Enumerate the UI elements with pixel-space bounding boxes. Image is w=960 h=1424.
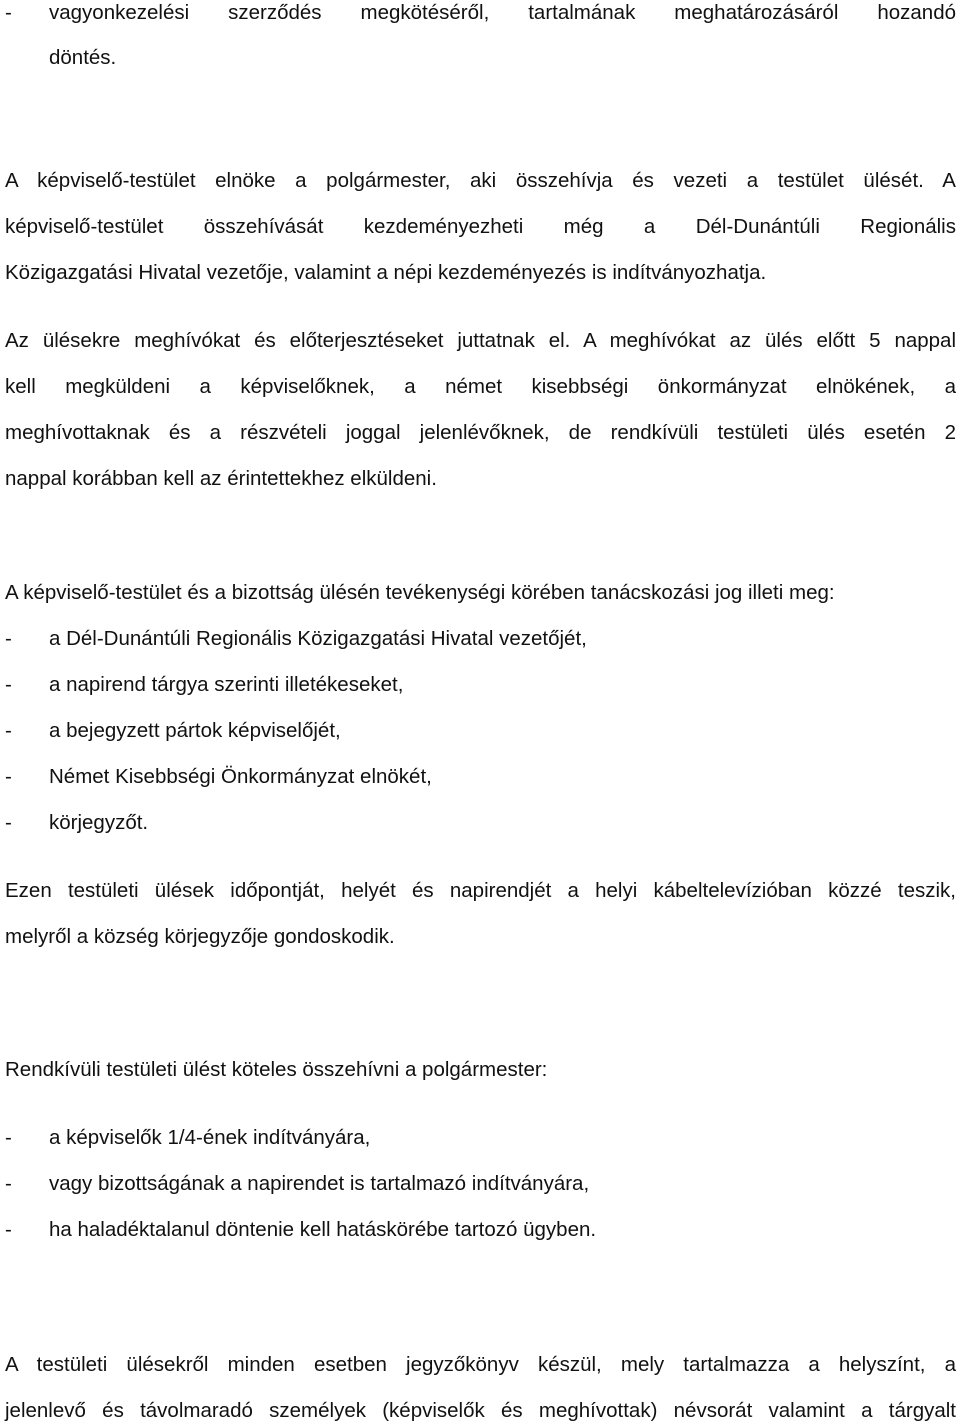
paragraph-line: jelenlevő és távolmaradó személyek (képviselők és meghívottak) névsorát valamint a tárgyalt — [5, 1399, 956, 1422]
paragraph-line: melyről a község körjegyzője gondoskodik. — [5, 925, 395, 948]
bullet-dash: - — [5, 1126, 12, 1149]
list-item-text: döntés. — [49, 46, 117, 69]
bullet-dash: - — [5, 1172, 12, 1195]
paragraph-line: Közigazgatási Hivatal vezetője, valamint a népi kezdeményezés is indítványozhatja. — [5, 261, 767, 284]
list-item-text: a képviselők 1/4-ének indítványára, — [49, 1126, 371, 1149]
list-item-text: ha haladéktalanul döntenie kell hatáskörébe tartozó ügyben. — [49, 1218, 597, 1241]
paragraph-line: nappal korábban kell az érintettekhez elküldeni. — [5, 467, 437, 490]
paragraph-line: Az ülésekre meghívókat és előterjesztéseket juttatnak el. A meghívókat az ülés előtt 5 nappal — [5, 329, 956, 352]
paragraph-line: kell megküldeni a képviselőknek, a német kisebbségi önkormányzat elnökének, a — [5, 375, 956, 398]
bullet-dash: - — [5, 719, 12, 742]
paragraph-line: meghívottaknak és a részvételi joggal jelenlévőknek, de rendkívüli testületi ülés esetén 2 — [5, 421, 956, 444]
paragraph-intro: Rendkívüli testületi ülést köteles összehívni a polgármester: — [5, 1058, 548, 1081]
list-item-text: körjegyzőt. — [49, 811, 149, 834]
paragraph-intro: A képviselő-testület és a bizottság ülésén tevékenységi körében tanácskozási jog illeti meg: — [5, 581, 835, 604]
bullet-dash: - — [5, 765, 12, 788]
paragraph-line: A képviselő-testület elnöke a polgármester, aki összehívja és vezeti a testület ülését. A — [5, 169, 956, 192]
list-item-text: a napirend tárgya szerinti illetékeseket, — [49, 673, 404, 696]
bullet-dash: - — [5, 673, 12, 696]
bullet-dash: - — [5, 1218, 12, 1241]
paragraph-line: A testületi ülésekről minden esetben jegyzőkönyv készül, mely tartalmazza a helyszínt, a — [5, 1353, 956, 1376]
list-item-text: vagy bizottságának a napirendet is tartalmazó indítványára, — [49, 1172, 590, 1195]
bullet-dash: - — [5, 627, 12, 650]
bullet-dash: - — [5, 1, 12, 24]
list-item-text: a Dél-Dunántúli Regionális Közigazgatási Hivatal vezetőjét, — [49, 627, 587, 650]
paragraph-line: képviselő-testület összehívását kezdeményezheti még a Dél-Dunántúli Regionális — [5, 215, 956, 238]
list-item-text: a bejegyzett pártok képviselőjét, — [49, 719, 341, 742]
bullet-dash: - — [5, 811, 12, 834]
paragraph-line: Ezen testületi ülések időpontját, helyét és napirendjét a helyi kábeltelevízióban közzé teszik, — [5, 879, 956, 902]
list-item-text: vagyonkezelési szerződés megkötéséről, tartalmának meghatározásáról hozandó — [49, 1, 956, 24]
list-item-text: Német Kisebbségi Önkormányzat elnökét, — [49, 765, 432, 788]
